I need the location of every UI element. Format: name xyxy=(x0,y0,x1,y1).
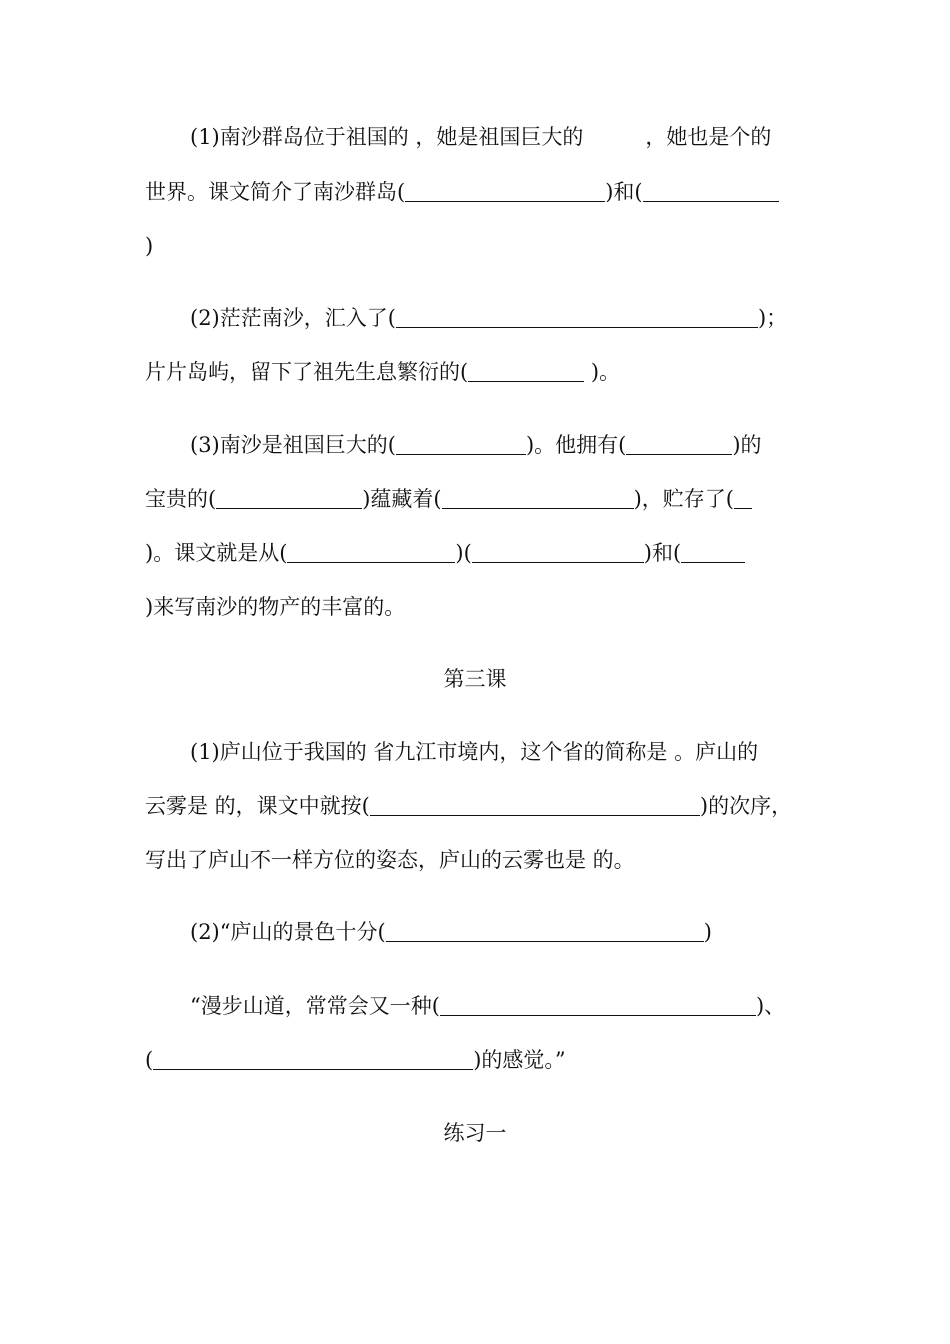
answer-blank[interactable] xyxy=(216,488,362,509)
answer-blank[interactable] xyxy=(386,921,704,942)
question-text: )； xyxy=(757,306,788,330)
question-text: 片片岛屿，留下了祖先生息繁衍的( xyxy=(145,360,469,384)
question-text: ) xyxy=(703,920,712,944)
question-text: ，她也是个的 xyxy=(645,125,772,149)
question-text: 世界。课文简介了南沙群岛( xyxy=(145,180,406,204)
question-text: )。他拥有( xyxy=(525,433,627,457)
answer-blank[interactable] xyxy=(643,181,779,202)
answer-blank[interactable] xyxy=(734,488,752,509)
question-line xyxy=(190,917,712,947)
question-text: ( xyxy=(145,1048,154,1072)
question-text: 写出了庐山不一样方位的姿态，庐山的云雾也是 的。 xyxy=(145,848,635,872)
question-text: )，贮存了( xyxy=(633,487,734,511)
question-text: )蕴藏着( xyxy=(362,487,442,511)
question-line xyxy=(145,357,620,387)
answer-blank[interactable] xyxy=(405,181,605,202)
question-line xyxy=(190,737,758,767)
question-text: )、 xyxy=(755,994,786,1018)
question-text: 宝贵的( xyxy=(145,487,217,511)
question-line xyxy=(190,122,771,152)
question-line xyxy=(145,592,405,622)
question-text: (1)庐山位于我国的 省九江市境内，这个省的简称是 。庐山的 xyxy=(190,740,759,764)
question-line xyxy=(145,484,752,514)
answer-blank[interactable] xyxy=(440,995,756,1016)
answer-blank[interactable] xyxy=(442,488,634,509)
question-text: )。 xyxy=(584,360,621,384)
answer-blank[interactable] xyxy=(370,795,700,816)
answer-blank[interactable] xyxy=(626,434,732,455)
question-line xyxy=(145,538,745,568)
answer-blank[interactable] xyxy=(681,542,745,563)
section-heading: 第三课 xyxy=(443,667,507,691)
question-text: ) xyxy=(145,234,154,258)
answer-blank[interactable] xyxy=(396,434,526,455)
question-text: )和( xyxy=(605,180,643,204)
question-line xyxy=(145,177,779,207)
question-text: )的感觉。” xyxy=(473,1048,566,1072)
question-text: (3)南沙是祖国巨大的( xyxy=(190,433,396,457)
question-line xyxy=(190,303,787,333)
question-text: )的次序， xyxy=(699,794,793,818)
question-line xyxy=(190,991,785,1021)
question-line xyxy=(145,231,153,261)
question-line xyxy=(145,1045,566,1075)
answer-blank[interactable] xyxy=(396,307,758,328)
section-heading: 练习一 xyxy=(443,1121,507,1145)
question-text: )来写南沙的物产的丰富的。 xyxy=(145,595,406,619)
question-line xyxy=(190,430,762,460)
question-text: (2)茫茫南沙，汇入了( xyxy=(190,306,396,330)
question-text: )( xyxy=(455,541,472,565)
answer-blank[interactable] xyxy=(287,542,455,563)
question-text: )的 xyxy=(732,433,762,457)
question-line xyxy=(145,791,792,821)
question-text: )和( xyxy=(643,541,682,565)
answer-blank[interactable] xyxy=(153,1049,473,1070)
question-text: (2)“庐山的景色十分( xyxy=(190,920,386,944)
question-line xyxy=(145,845,635,875)
answer-blank[interactable] xyxy=(468,361,584,382)
question-text: (1)南沙群岛位于祖国的 ，她是祖国巨大的 xyxy=(190,125,584,149)
question-text: 云雾是 的，课文中就按( xyxy=(145,794,370,818)
answer-blank[interactable] xyxy=(472,542,644,563)
question-text: )。课文就是从( xyxy=(145,541,288,565)
question-text: “漫步山道，常常会又一种( xyxy=(190,994,440,1018)
